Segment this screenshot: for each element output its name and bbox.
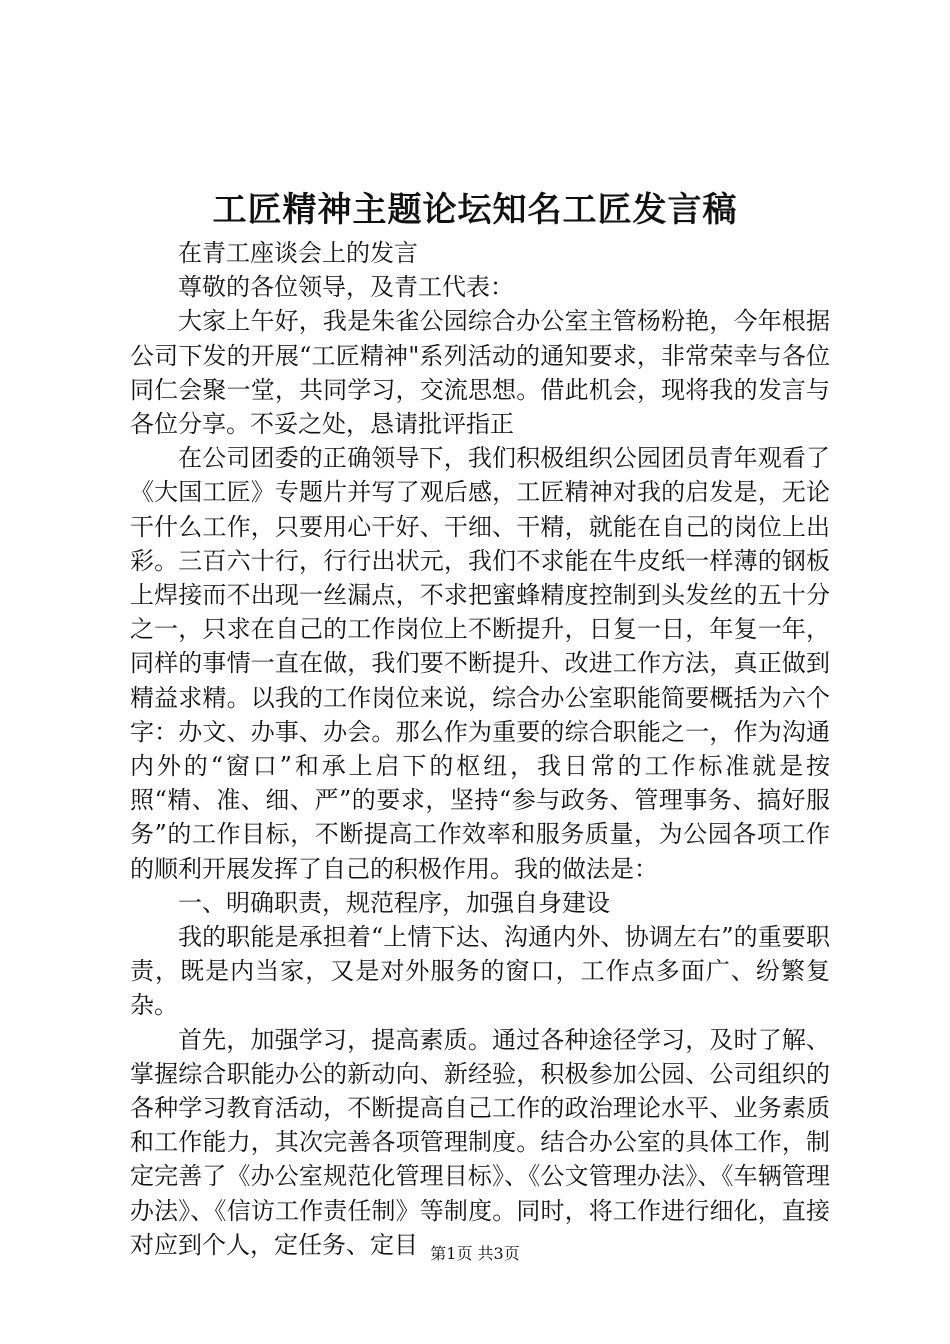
document-title: 工匠精神主题论坛知名工匠发言稿 — [212, 190, 738, 230]
section-heading: 一、明确职责，规范程序，加强自身建设 — [178, 888, 610, 917]
paragraph-salutation: 尊敬的各位领导，及青工代表： — [178, 273, 514, 302]
paragraph-opening: 大家上午好，我是朱雀公园综合办公室主管杨粉艳，今年根据公司下发的开展“工匠精神"系列活动的通知要求，非常荣幸与各位同仁会聚一堂，共同学习，交流思想。借此机会，现将我的发言与各位分享。不妥之处，恳请批评指正 — [130, 307, 830, 439]
paragraph-body: 我的职能是承担着“上情下达、沟通内外、协调左右”的重要职责，既是内当家，又是对外服务的窗口，工作点多面广、纷繁复杂。 — [130, 923, 830, 1020]
paragraph-body: 首先，加强学习，提高素质。通过各种途径学习，及时了解、掌握综合职能办公的新动向、新经验，积极参加公园、公司组织的各种学习教育活动，不断提高自己工作的政治理论水平、业务素质和工作能力，其次完善各项管理制度。结合办公室的具体工作，制定完善了《办公室规范化管理目标》、《公文管理办法》、《车辆管理办法》、《信访工作责任制》等制度。同时，将工作进行细化，直接对应到个人，定任务、定目 — [130, 1025, 830, 1259]
page-footer: 第1页 共3页 — [430, 1244, 520, 1263]
document-body — [130, 236, 830, 1262]
paragraph-occasion: 在青工座谈会上的发言 — [178, 239, 418, 267]
paragraph-body: 在公司团委的正确领导下，我们积极组织公园团员青年观看了《大国工匠》专题片并写了观后感，工匠精神对我的启发是，无论干什么工作，只要用心干好、干细、干精，就能在自己的岗位上出彩。三百六十行，行行出状元，我们不求能在牛皮纸一样薄的钢板上焊接而不出现一丝漏点，不求把蜜蜂精度控制到头发丝的五十分之一，只求在自己的工作岗位上不断提升，日复一日，年复一年，同样的事情一直在做，我们要不断提升、改进工作方法，真正做到精益求精。以我的工作岗位来说，综合办公室职能简要概括为六个字：办文、办事、办会。那么作为重要的综合职能之一，作为沟通内外的“窗口”和承上启下的枢纽，我日常的工作标准就是按照“精、准、细、严”的要求，坚持“参与政务、管理事务、搞好服务”的工作目标，不断提高工作效率和服务质量，为公园各项工作的顺利开展发挥了自己的积极作用。我的做法是： — [130, 444, 830, 883]
